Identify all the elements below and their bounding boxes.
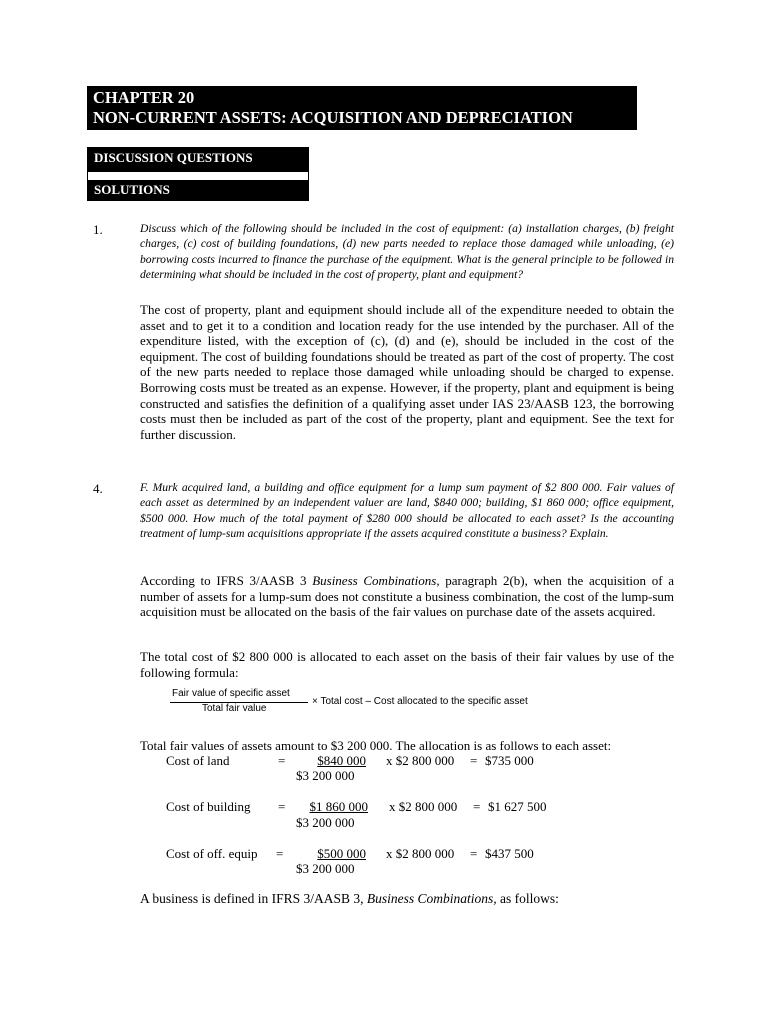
row-result: $735 000 [485, 753, 534, 768]
row-result: $437 500 [485, 846, 534, 861]
chapter-header [87, 86, 637, 130]
section-box [87, 147, 309, 201]
row-denominator: $3 200 000 [296, 768, 355, 783]
row-result: $1 627 500 [488, 799, 547, 814]
question-1-text: Discuss which of the following should be included in the cost of equipment: (a) installation charges, (b) freight charges, (c) cost of building foundations, (d) new parts needed to replace those damaged while unloading, (e) borrowing costs incurred to finance the purchase of the equipment. What is the general principle to be followed in determining what should be included in the cost of property, plant and equipment? [140, 222, 674, 281]
question-4-paragraph-4: A business is defined in IFRS 3/AASB 3, Business Combinations, as follows: [140, 891, 559, 906]
row-multiplier: x $2 800 000 [386, 753, 455, 768]
question-4-paragraph-1: According to IFRS 3/AASB 3 Business Combinations, paragraph 2(b), when the acquisition of a number of assets for a lump-sum does not constitute a business combination, the cost of the lump-sum acquisition must be allocated on the basis of the fair values on purchase date of the assets acquired. [140, 573, 674, 620]
allocation-formula [170, 688, 590, 718]
row-numerator: $500 000 [317, 846, 366, 861]
question-4-paragraph-2: The total cost of $2 800 000 is allocated to each asset on the basis of their fair values by use of the following formula: [140, 649, 674, 680]
row-label: Cost of building [166, 799, 251, 814]
question-4-text: F. Murk acquired land, a building and office equipment for a lump sum payment of $2 800 000. Fair values of each asset as determined by an independent valuer are land, $840 000; building, $1 860 000; office equipment, $500 000. How much of the total payment of $280 000 should be allocated to each asset? Is the accounting treatment of lump-sum acquisitions appropriate if the assets acquired constitute a business? Explain. [140, 481, 674, 540]
formula-numerator: Fair value of specific asset [172, 688, 290, 699]
solutions-heading: SOLUTIONS [88, 180, 308, 200]
discussion-questions-heading: DISCUSSION QUESTIONS [88, 148, 308, 172]
row-label: Cost of land [166, 753, 230, 768]
row-label: Cost of off. equip [166, 846, 258, 861]
formula-denominator: Total fair value [202, 703, 267, 714]
row-equals: = [278, 799, 286, 814]
question-1-number: 1. [93, 222, 103, 237]
question-1-answer: The cost of property, plant and equipment should include all of the expenditure needed to obtain the asset and to get it to a condition and location ready for the use intended by the purchaser. All of the expenditure listed, with the exception of (c), (d) and (e), should be included in the cost of the equipment. The cost of building foundations should be treated as part of the cost of property. The cost of the new parts needed to replace those damaged while unloading should be charged to expense. Borrowing costs must be treated as an expense. However, if the property, plant and equipment is being constructed and satisfies the definition of a qualifying asset under IAS 23/AASB 123, the borrowing costs must then be included as part of the cost of the property, plant and equipment. See the text for further discussion. [140, 302, 674, 442]
row-equals-2: = [470, 753, 478, 768]
chapter-number: CHAPTER 20 [93, 88, 195, 107]
row-multiplier: x $2 800 000 [389, 799, 458, 814]
row-numerator: $1 860 000 [309, 799, 368, 814]
row-equals-2: = [473, 799, 481, 814]
question-4-paragraph-3: Total fair values of assets amount to $3 200 000. The allocation is as follows to each asset: [140, 738, 612, 753]
question-4-number: 4. [93, 481, 103, 496]
row-equals: = [278, 753, 286, 768]
row-denominator: $3 200 000 [296, 861, 355, 876]
row-equals-2: = [470, 846, 478, 861]
row-denominator: $3 200 000 [296, 815, 355, 830]
row-equals: = [276, 846, 284, 861]
formula-rhs: × Total cost – Cost allocated to the specific asset [312, 696, 528, 707]
row-numerator: $840 000 [317, 753, 366, 768]
row-multiplier: x $2 800 000 [386, 846, 455, 861]
chapter-title: NON-CURRENT ASSETS: ACQUISITION AND DEPRECIATION [93, 108, 573, 127]
